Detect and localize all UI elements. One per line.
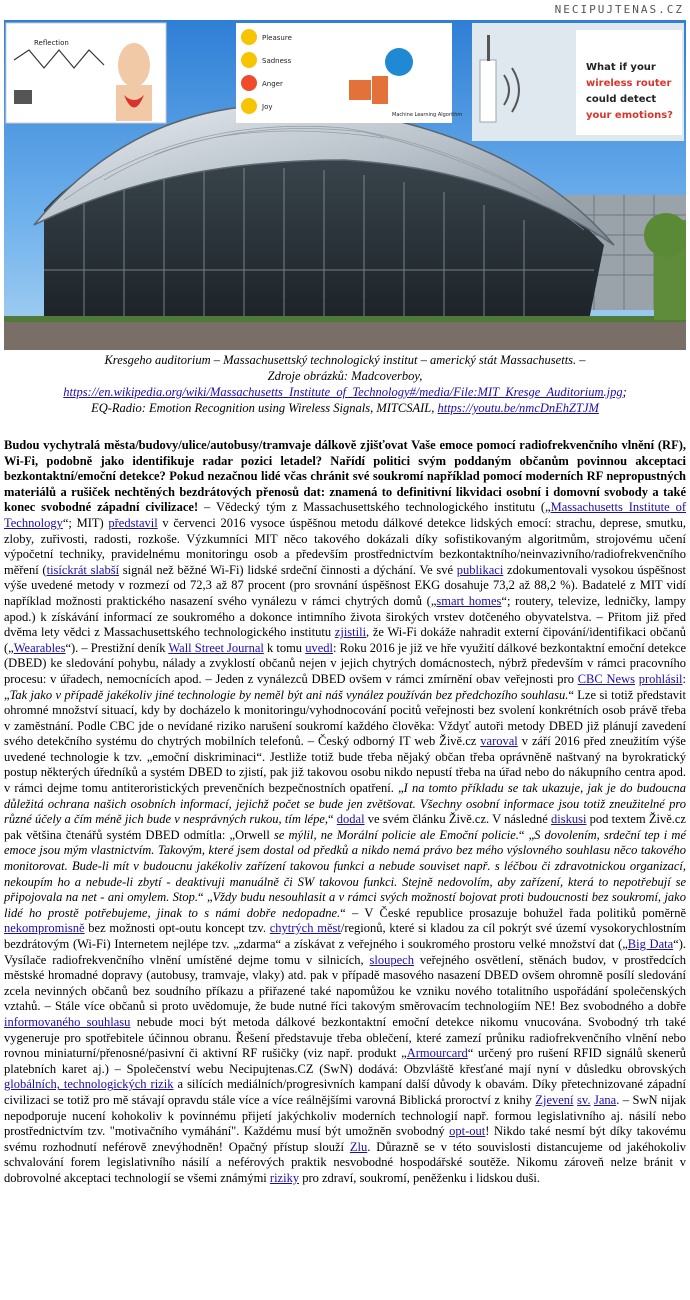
text: signál než běžné Wi-Fi) lidské srdeční činnosti a dýchání. Ve své <box>119 562 457 577</box>
text: pro zdraví, soukromí, peněženku i lidskou duši. <box>299 1170 541 1185</box>
text: . Důrazně se v této souvislosti distancujeme od jakéhokoliv schvalování forem legislativního násilí a neférových praktik nesvobodné hospodářské soutěže. Nikomu zároveň nelze bránit v dobrovolné akceptaci technologií se všemi známými <box>4 1139 686 1185</box>
quote: Vždy budu nesouhlasit a v rámci svých možností bojovat proti budoucnosti bez soukromí, jako lidé ho prostě potřebujeme, jinak to s námi dobře nedopadne. <box>4 890 686 920</box>
link-tisickrat[interactable]: tisíckrát slabší <box>46 562 120 577</box>
link-dodal[interactable]: dodal <box>336 812 365 827</box>
caption-link-wikipedia[interactable]: https://en.wikipedia.org/wiki/Massachusetts_Institute_of_Technology#/media/File:MIT_Kresge_Auditorium.jpg <box>63 385 623 399</box>
link-cbc-news[interactable]: CBC News <box>577 671 635 686</box>
text: ve svém článku Živě.cz. V následné <box>364 812 552 827</box>
text: “ – V České republice prosazuje bohužel řada politiků poměrně <box>340 905 686 920</box>
link-big-data[interactable]: Big Data <box>627 937 674 951</box>
text: “ „ <box>518 827 535 842</box>
router-text-line4: your emotions? <box>586 110 673 121</box>
kresge-auditorium-photo <box>4 20 686 350</box>
article-lead: Budou vychytralá města/budovy/ulice/autobusy/tramvaje dálkově zjišťovat Vaše emoce pomocí radiofrekvenčního vlnění (RF), Wi-Fi, podobně jako identifikuje radar pozici letadel? Nařídí politici svým poddaným občanům povinnou akceptaci bezkontaktní/emoční detekce? Pokud nezačnou lidé včas chránit své soukromí například pomocí moderních RF nepropustných materiálů a rušiček nechtěných bezdrátových přenosů dat: znamená to definitivní likvidaci osobní i domovní svobody a také konec svobodné západní civilizace! <box>4 438 686 515</box>
link-publikaci[interactable]: publikaci <box>456 562 504 577</box>
link-zjistili[interactable]: zjistili <box>334 625 367 640</box>
text: bez možnosti opt-outu koncept tzv. <box>84 921 270 936</box>
text: “ určený pro rušení RFID signálů skenerů platebních karet aj.) – Společenství webu Necipujtenas.CZ (SwN) dodává: Obzvláště křesťané mají nyní v důsledku obrovských <box>4 1046 686 1076</box>
text: “ „ <box>198 890 213 905</box>
link-opt-out[interactable]: opt-out <box>449 1124 486 1139</box>
link-zjeveni[interactable]: Zjevení <box>535 1092 574 1107</box>
text: “; routery, televize, ledničky, lampy apod.) k získávání informací ze soukromého a dokonce intimního života širokých vrstev dotčeného obyvatelstva. – Přitom již před dvěma lety vědci z Massachusettského technologického institutu <box>4 593 686 640</box>
link-jana[interactable]: Jana <box>593 1092 617 1107</box>
site-name[interactable]: NECIPUJTENAS.CZ <box>554 3 684 16</box>
emotion-pleasure: Pleasure <box>262 34 292 42</box>
text: ! Nikdo také nesmí být díky takovému svému rozhodnutí neférově znevýhodněn! Opačný přístup slouží <box>4 1124 686 1154</box>
text: /regionů, které si kladou za cíl pokrýt své území vysokorychlostním bezdrátovým (Wi-Fi) Internetem nejlépe tzv. „zdarma“ a získávat z veřejného i soukromého prostoru velké množství dat („ <box>4 921 686 951</box>
router-text-line3: could detect <box>586 94 657 105</box>
link-varoval[interactable]: varoval <box>480 734 518 749</box>
emotion-joy: Joy <box>262 103 273 111</box>
text: k tomu <box>263 640 306 655</box>
text: “ <box>328 812 337 827</box>
router-text-line2: wireless router <box>586 78 672 89</box>
quote: S dovolením, srdeční tep i mé emoce jsou mým vlastnictvím. Takovým, které jsem dostal od předků a nikdo nemá právo bez mého výslovného souhlasu něco takového monitorovat. Bude-li mít v budoucnu jakékoliv zařízení takovou funkci a nebude souviset např. s léčbou či zdravotnickou organizací, nekoupím ho a nebude-li zbytí - deaktivuji manuálně či SW takovou funkci. Stejně nedovolím, aby zařízení, která to nepotřebují se připojovala na net - ani omylem. Stop. <box>4 827 686 905</box>
quote: I na tomto příkladu se tak ukazuje, jak je do budoucna důležitá ochrana našich osobních informací, jejichž počet se bude jen zvětšovat. Všechny osobní informace jsou totiž zneužitelné pro různé účely a čím méně jich bude v nesprávných rukou, tím lépe, <box>4 781 687 827</box>
text: nebude moci být metoda dálkové bezkontaktní emoční detekce nikomu vnucována. Svobodný trh také vygeneruje pro spotřebitele účinnou obranu. Řešení představuje třeba oblečení, které zamezí průniku radiofrekvenčního vlnění nebo rovnou miniaturní/přenosné/pasivní či aktivní RF rušičky (viz např. produkt „ <box>4 1014 686 1061</box>
text: – Vědecký tým z Massachusettského technologického institutu („ <box>198 500 551 515</box>
text: zdokumentovali vysokou úspěšnost výše uvedené metody v rozmezí od 72,3 až 87 procent (pro srovnání úspěšnost EKG dosahuje 73,2 až 88,2 %). Badatelé z MIT vidí například možnosti praktického nasazení svého vynálezu v rámci chytrých domů („ <box>4 562 686 608</box>
ml-label: Machine Learning Algorithm <box>392 112 463 118</box>
text: v září 2016 před zneužitím výše uvedené technologie k tzv. „emoční diskriminaci“. Jestliže totiž bude třeba nějaký občan třeba oprávněně naštvaný na byrokratický postup některých úředníků a systém DBED to zjistí, pak již takovou osobu nikdo nepustí třeba na úřad nebo do nákupního centra apod. v rámci dejme tomu antiteroristických prevenčních bezpečnostních opatření. „ <box>4 734 686 796</box>
emotion-anger: Anger <box>262 80 283 88</box>
text: “). Vysílače radiofrekvenčního vlnění umístěné dejme tomu v silnicích, <box>4 937 686 967</box>
router-text-line1: What if your <box>586 62 656 73</box>
quote: se mýlil, ne Morální policie ale Emoční policie. <box>273 827 519 842</box>
text: “; MIT) <box>62 515 109 530</box>
article-body <box>4 438 686 1187</box>
link-globalnich-rizik[interactable]: globálních, technologických rizik <box>4 1077 174 1092</box>
link-smart-homes[interactable]: smart homes <box>436 593 502 608</box>
text: veřejného osvětlení, stěnách budov, v prostředcích městské hromadné dopravy (autobusy, tramvaje, vlaky) atd. pak v případě masového nasazení DBED ovšem ohromně posílí sledování zcela nevinných občanů bez soudního příkazu a přiřazené také napomůžou ke vzniku nového totalitního uspořádání společenských vztahů. – Stále více občanů si proto uvědomuje, že bude nutné říci takovým směrovacím technologiím NE! Bez svobodného a dobře <box>4 952 687 1014</box>
text: v červenci 2016 vysoce úspěšnou metodu dálkové detekce lidských emocí: strachu, deprese, smutku, zloby, zuřivosti, radosti, rozkoše. Výzkumníci MIT něco takového dokázali díky sofistikovaným algoritmům, strojovému učení výpočetní techniky, pravidelnému monitoringu osob a především prostřednictvím bezkontaktního/neinvazivního/radiofrekvenčního měření ( <box>4 515 686 577</box>
reflection-label: Reflection <box>34 39 69 47</box>
caption-link-youtube[interactable]: https://youtu.be/nmcDnEhZTJM <box>437 401 599 415</box>
caption-line: Zdroje obrázků: Madcoverboy, <box>267 369 423 383</box>
link-diskusi[interactable]: diskusi <box>551 812 587 827</box>
link-wsj[interactable]: Wall Street Journal <box>168 640 264 655</box>
hero-image <box>4 20 686 350</box>
link-mit[interactable]: Massachusetts Institute of Technology <box>4 500 686 530</box>
text: “). – Prestižní deník <box>65 640 169 655</box>
link-riziky[interactable]: riziky <box>269 1170 300 1185</box>
quote: Tak jako v případě jakékoliv jiné technologie by neměl být ani náš vynález používán bez předchozího souhlasu. <box>9 687 569 702</box>
text: . – SwN nijak nepodporuje nucení kohokoliv k povinnému přijetí jakýchkoliv moderních technologií např. formou legislativního aj. násilí nebo prostřednictvím tzv. "motivačního vymáhání". Každému musí být umožněn svobodný <box>4 1092 687 1139</box>
caption-line: Kresgeho auditorium – Massachusettský technologický institut – americký stát Massachusetts. – <box>104 353 586 367</box>
link-zlu[interactable]: Zlu <box>349 1139 368 1154</box>
link-chytrych-mest[interactable]: chytrých měst <box>269 921 341 936</box>
text: : „ <box>4 671 686 702</box>
text: : Roku 2016 je již ve hře využití dálkové bezkontaktní emoční detekce (DBED) ke sledování pohybu, nálady a zvyklostí občanů nejen v jejich chytrých domácnostech, nýbrž především v rámci pracovního procesu: v úřadech, nemocnících apod. – Jeden z vynálezců DBED ovšem v rámci zmírnění obav veřejnosti pro <box>4 640 687 686</box>
image-caption: Kresgeho auditorium – Massachusettský technologický institut – americký stát Massachusetts. – Zdroje obrázků: Madcoverboy, https://en.wikipedia.org/wiki/Massachusetts_Institute_of_Technology#/media/File:MIT_Kresge_Auditorium.jpg; EQ-Radio: Emotion Recognition using Wireless Signals, MITCSAIL, https://youtu.be/nmcDnEhZTJM <box>4 352 686 416</box>
text: “ Lze si totiž představit ohromné množství situací, kdy by docházelo k monitoringu/vyhodnocování pocitů veřejnosti bez svolení konkrétních osob právě třeba v zaměstnání. Podle CBC jde o nevídané riziko narušení soukromí každého člověka: Vždyť autoři metody DBED již plánují zavedení svého detekčního systému do chytrých mobilních telefonů. – Český odborný IT web Živě.cz <box>4 687 686 749</box>
link-nekompromisne[interactable]: nekompromisně <box>4 921 85 936</box>
caption-line: EQ-Radio: Emotion Recognition using Wireless Signals, MITCSAIL, <box>91 401 438 415</box>
text: pod textem Živě.cz pak většina čtenářů systém DBED odmítla: „Orwell <box>4 812 686 842</box>
link-informovaneho-souhlasu[interactable]: informovaného souhlasu <box>4 1014 131 1029</box>
link-predstavil[interactable]: představil <box>108 515 158 530</box>
link-armourcard[interactable]: Armourcard <box>406 1046 468 1061</box>
emotion-sadness: Sadness <box>262 57 292 65</box>
link-sv[interactable]: sv. <box>577 1092 591 1107</box>
text: a silících mediálních/progresivních kampaní další důvody k obavám. Díky přetechnizované západní civilizaci se totiž pro mě stávají opravdu stále více a více reálnějšími varovná Biblická proroctví z knihy <box>4 1077 686 1107</box>
link-uvedl[interactable]: uvedl <box>305 640 333 655</box>
text: , že Wi-Fi dokáže nahradit externí čipování/identifikaci občanů („ <box>4 625 686 655</box>
link-wearables[interactable]: Wearables <box>13 640 66 655</box>
link-prohlasil[interactable]: prohlásil <box>638 671 683 686</box>
link-sloupech[interactable]: sloupech <box>369 952 414 967</box>
